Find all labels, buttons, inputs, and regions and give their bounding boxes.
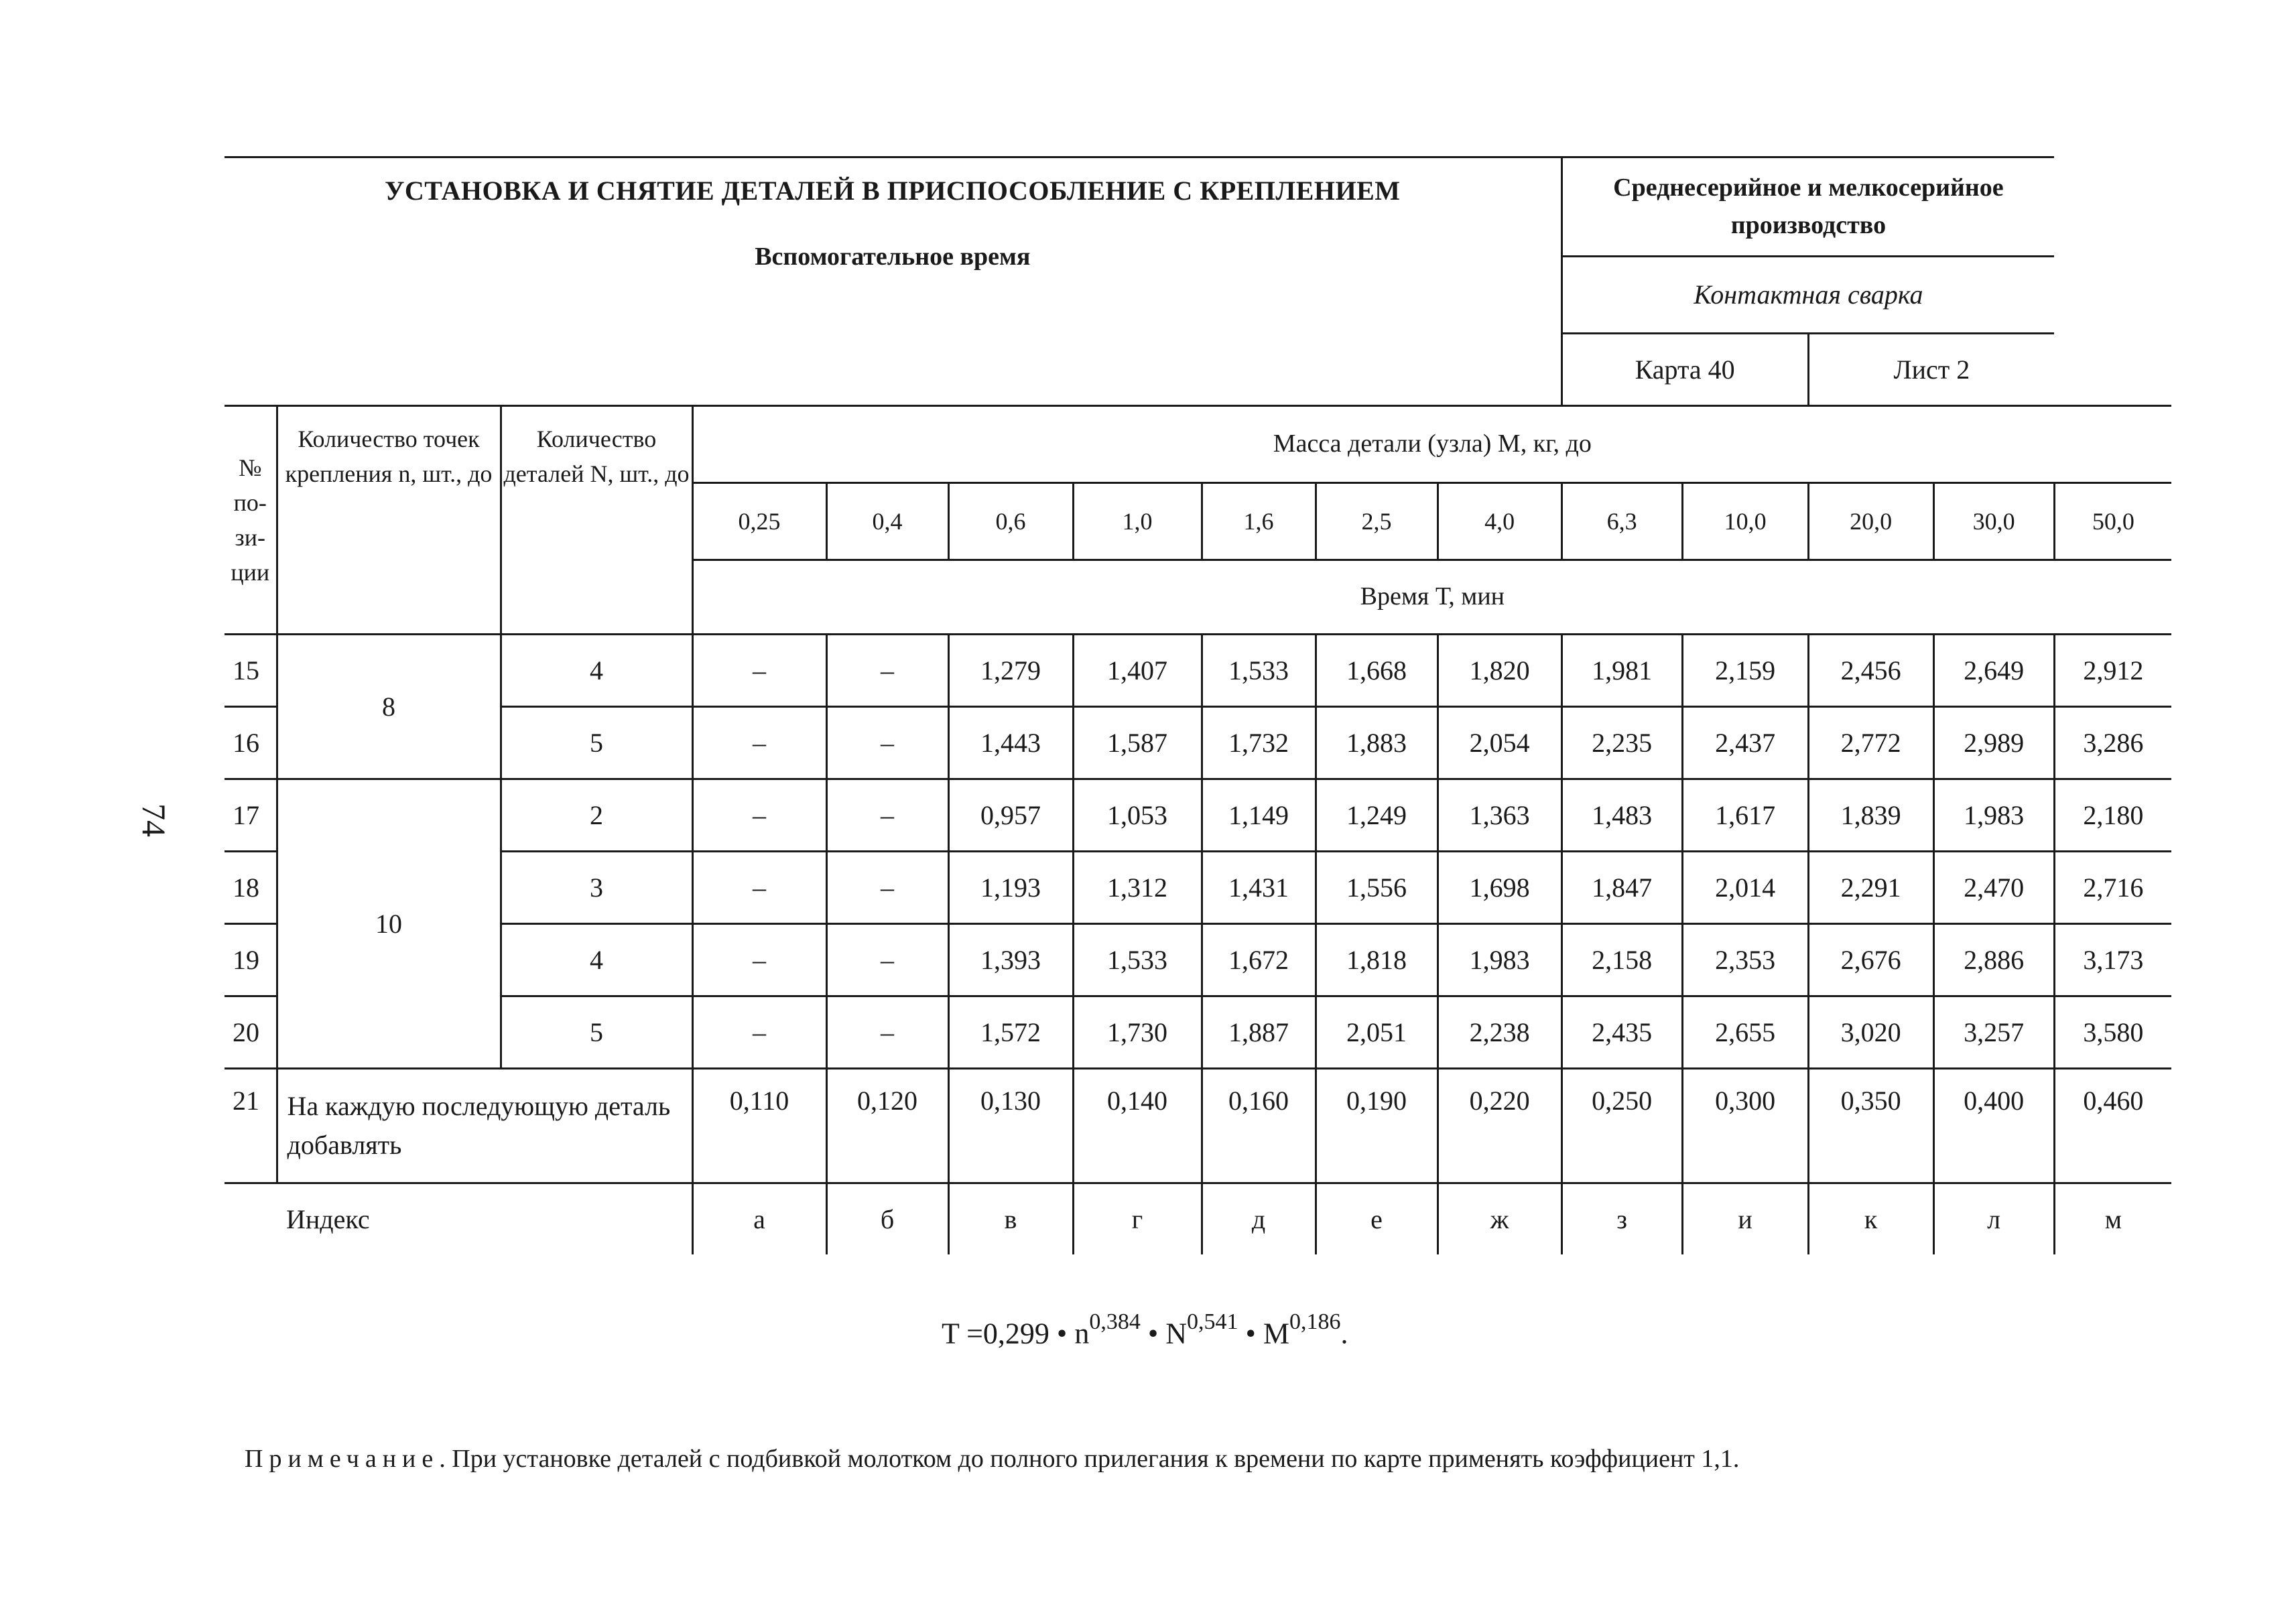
index-value-cell: и <box>1682 1183 1808 1255</box>
time-value-cell: 2,437 <box>1682 707 1808 779</box>
time-value-cell: 1,983 <box>1438 924 1561 996</box>
mass-value-cell: 10,0 <box>1682 483 1808 560</box>
parts-cell: 4 <box>501 924 692 996</box>
table-row <box>225 852 2171 924</box>
time-value-cell: 2,159 <box>1682 635 1808 707</box>
parts-cell: 5 <box>501 996 692 1069</box>
add-value-cell: 0,140 <box>1073 1069 1202 1183</box>
time-value-cell: – <box>692 707 826 779</box>
time-value-cell: 2,054 <box>1438 707 1561 779</box>
sheet-number: Лист 2 <box>1808 334 2054 406</box>
time-value-cell: 1,053 <box>1073 779 1202 852</box>
position-cell: 15 <box>225 635 277 707</box>
time-value-cell: 2,772 <box>1808 707 1933 779</box>
time-value-cell: 1,698 <box>1438 852 1561 924</box>
index-value-cell: к <box>1808 1183 1933 1255</box>
mass-value-cell: 1,6 <box>1202 483 1316 560</box>
time-value-cell: 1,820 <box>1438 635 1561 707</box>
document-subtitle: Вспомогательное время <box>755 243 1031 271</box>
time-value-cell: 2,456 <box>1808 635 1933 707</box>
time-value-cell: 2,716 <box>2054 852 2171 924</box>
note-prefix: Примечание <box>245 1445 440 1473</box>
add-per-part-label: На каждую последующую деталь добавлять <box>277 1069 692 1183</box>
time-value-cell: 3,286 <box>2054 707 2171 779</box>
time-value-cell: 2,886 <box>1933 924 2054 996</box>
time-value-cell: 1,839 <box>1808 779 1933 852</box>
time-value-cell: 1,533 <box>1202 635 1316 707</box>
time-value-cell: 1,981 <box>1561 635 1682 707</box>
index-value-cell: д <box>1202 1183 1316 1255</box>
index-row <box>225 1183 2171 1255</box>
time-value-cell: – <box>826 779 948 852</box>
position-cell: 21 <box>225 1069 277 1183</box>
time-value-cell: 1,847 <box>1561 852 1682 924</box>
time-value-cell: – <box>692 779 826 852</box>
time-value-cell: 2,014 <box>1682 852 1808 924</box>
formula-dot: • <box>1245 1317 1256 1350</box>
add-value-cell: 0,250 <box>1561 1069 1682 1183</box>
index-label: Индекс <box>225 1183 692 1255</box>
time-value-cell: 2,676 <box>1808 924 1933 996</box>
parts-cell: 4 <box>501 635 692 707</box>
time-value-cell: 1,818 <box>1316 924 1438 996</box>
time-value-cell: 1,887 <box>1202 996 1316 1069</box>
index-value-cell: л <box>1933 1183 2054 1255</box>
index-value-cell: а <box>692 1183 826 1255</box>
add-per-part-row <box>225 1069 2171 1183</box>
table-row <box>225 635 2171 707</box>
time-value-cell: – <box>826 852 948 924</box>
note-text: . При установке деталей с подбивкой молотком до полного прилегания к времени по карте применять коэффициент 1,1. <box>439 1445 1740 1473</box>
formula-n-exp: 0,384 <box>1089 1309 1141 1334</box>
index-value-cell: е <box>1316 1183 1438 1255</box>
position-header: № по- зи- ции <box>225 406 277 635</box>
parts-cell: 5 <box>501 707 692 779</box>
time-header: Время Т, мин <box>692 560 2171 635</box>
time-value-cell: – <box>692 635 826 707</box>
time-value-cell: 1,407 <box>1073 635 1202 707</box>
time-value-cell: 1,249 <box>1316 779 1438 852</box>
position-cell: 17 <box>225 779 277 852</box>
time-value-cell: 2,655 <box>1682 996 1808 1069</box>
time-value-cell: 1,443 <box>948 707 1073 779</box>
time-value-cell: 3,580 <box>2054 996 2171 1069</box>
table-row <box>225 996 2171 1069</box>
time-value-cell: 1,533 <box>1073 924 1202 996</box>
table-row <box>225 924 2171 996</box>
time-value-cell: 1,279 <box>948 635 1073 707</box>
time-value-cell: 1,668 <box>1316 635 1438 707</box>
time-value-cell: 3,257 <box>1933 996 2054 1069</box>
index-value-cell: з <box>1561 1183 1682 1255</box>
table-body <box>225 157 2171 1255</box>
formula-M: M <box>1263 1317 1290 1350</box>
time-value-cell: 2,235 <box>1561 707 1682 779</box>
time-value-cell: 1,730 <box>1073 996 1202 1069</box>
time-value-cell: 2,051 <box>1316 996 1438 1069</box>
time-value-cell: 1,393 <box>948 924 1073 996</box>
mass-value-cell: 1,0 <box>1073 483 1202 560</box>
index-value-cell: в <box>948 1183 1073 1255</box>
parts-cell: 2 <box>501 779 692 852</box>
time-value-cell: 1,363 <box>1438 779 1561 852</box>
position-cell: 20 <box>225 996 277 1069</box>
time-value-cell: 2,238 <box>1438 996 1561 1069</box>
formula <box>942 1309 1348 1351</box>
add-value-cell: 0,160 <box>1202 1069 1316 1183</box>
add-value-cell: 0,350 <box>1808 1069 1933 1183</box>
mass-value-cell: 2,5 <box>1316 483 1438 560</box>
formula-n: n <box>1074 1317 1090 1350</box>
formula-end: . <box>1340 1317 1348 1350</box>
time-value-cell: – <box>826 996 948 1069</box>
time-value-cell: 0,957 <box>948 779 1073 852</box>
index-value-cell: г <box>1073 1183 1202 1255</box>
time-value-cell: 1,431 <box>1202 852 1316 924</box>
header-title-cell <box>225 157 1561 406</box>
formula-N-exp: 0,541 <box>1187 1309 1238 1334</box>
process-name: Контактная сварка <box>1561 257 2054 334</box>
mass-value-cell: 4,0 <box>1438 483 1561 560</box>
time-value-cell: – <box>692 996 826 1069</box>
index-value-cell: б <box>826 1183 948 1255</box>
points-header: Количество точек крепления n, шт., до <box>277 406 501 635</box>
time-value-cell: 1,556 <box>1316 852 1438 924</box>
mass-value-cell: 6,3 <box>1561 483 1682 560</box>
time-value-cell: 2,158 <box>1561 924 1682 996</box>
time-value-cell: 1,732 <box>1202 707 1316 779</box>
time-value-cell: 2,180 <box>2054 779 2171 852</box>
time-value-cell: 3,173 <box>2054 924 2171 996</box>
formula-dot: • <box>1056 1317 1068 1350</box>
add-value-cell: 0,120 <box>826 1069 948 1183</box>
table-row <box>225 779 2171 852</box>
table-row <box>225 707 2171 779</box>
mass-value-cell: 20,0 <box>1808 483 1933 560</box>
time-value-cell: 1,983 <box>1933 779 2054 852</box>
index-value-cell: м <box>2054 1183 2171 1255</box>
mass-value-cell: 30,0 <box>1933 483 2054 560</box>
time-value-cell: – <box>826 635 948 707</box>
position-cell: 18 <box>225 852 277 924</box>
time-value-cell: 2,435 <box>1561 996 1682 1069</box>
page-number: 74 <box>135 803 173 837</box>
time-value-cell: 2,470 <box>1933 852 2054 924</box>
add-value-cell: 0,460 <box>2054 1069 2171 1183</box>
time-value-cell: 1,193 <box>948 852 1073 924</box>
time-value-cell: – <box>826 924 948 996</box>
time-value-cell: 3,020 <box>1808 996 1933 1069</box>
add-value-cell: 0,400 <box>1933 1069 2054 1183</box>
time-value-cell: 1,312 <box>1073 852 1202 924</box>
add-value-cell: 0,220 <box>1438 1069 1561 1183</box>
time-value-cell: – <box>692 852 826 924</box>
mass-value-cell: 0,6 <box>948 483 1073 560</box>
mass-header: Масса детали (узла) М, кг, до <box>692 406 2171 483</box>
document-title: УСТАНОВКА И СНЯТИЕ ДЕТАЛЕЙ В ПРИСПОСОБЛЕНИЕ С КРЕПЛЕНИЕМ <box>385 176 1401 206</box>
formula-dot: • <box>1147 1317 1159 1350</box>
index-value-cell: ж <box>1438 1183 1561 1255</box>
time-value-cell: 1,483 <box>1561 779 1682 852</box>
mass-value-cell: 0,4 <box>826 483 948 560</box>
parts-header: Количество деталей N, шт., до <box>501 406 692 635</box>
card-number: Карта 40 <box>1561 334 1808 406</box>
time-value-cell: 1,572 <box>948 996 1073 1069</box>
add-value-cell: 0,130 <box>948 1069 1073 1183</box>
formula-N: N <box>1165 1317 1187 1350</box>
formula-lhs: T =0,299 <box>942 1317 1049 1350</box>
time-value-cell: 2,353 <box>1682 924 1808 996</box>
mass-value-cell: 50,0 <box>2054 483 2171 560</box>
time-value-cell: 2,291 <box>1808 852 1933 924</box>
add-value-cell: 0,110 <box>692 1069 826 1183</box>
time-value-cell: 1,149 <box>1202 779 1316 852</box>
time-value-cell: 1,617 <box>1682 779 1808 852</box>
time-value-cell: 2,989 <box>1933 707 2054 779</box>
note <box>245 1444 1739 1474</box>
formula-M-exp: 0,186 <box>1289 1309 1341 1334</box>
time-value-cell: – <box>692 924 826 996</box>
time-value-cell: 1,672 <box>1202 924 1316 996</box>
add-value-cell: 0,190 <box>1316 1069 1438 1183</box>
position-cell: 19 <box>225 924 277 996</box>
time-value-cell: 1,587 <box>1073 707 1202 779</box>
time-value-cell: 2,912 <box>2054 635 2171 707</box>
add-value-cell: 0,300 <box>1682 1069 1808 1183</box>
mass-value-cell: 0,25 <box>692 483 826 560</box>
time-value-cell: 1,883 <box>1316 707 1438 779</box>
norm-table <box>225 156 2171 1254</box>
time-value-cell: 2,649 <box>1933 635 2054 707</box>
parts-cell: 3 <box>501 852 692 924</box>
production-type: Среднесерийное и мелкосерийное производство <box>1561 157 2054 257</box>
time-value-cell: – <box>826 707 948 779</box>
position-cell: 16 <box>225 707 277 779</box>
points-cell: 8 <box>277 635 501 779</box>
points-cell: 10 <box>277 779 501 1069</box>
